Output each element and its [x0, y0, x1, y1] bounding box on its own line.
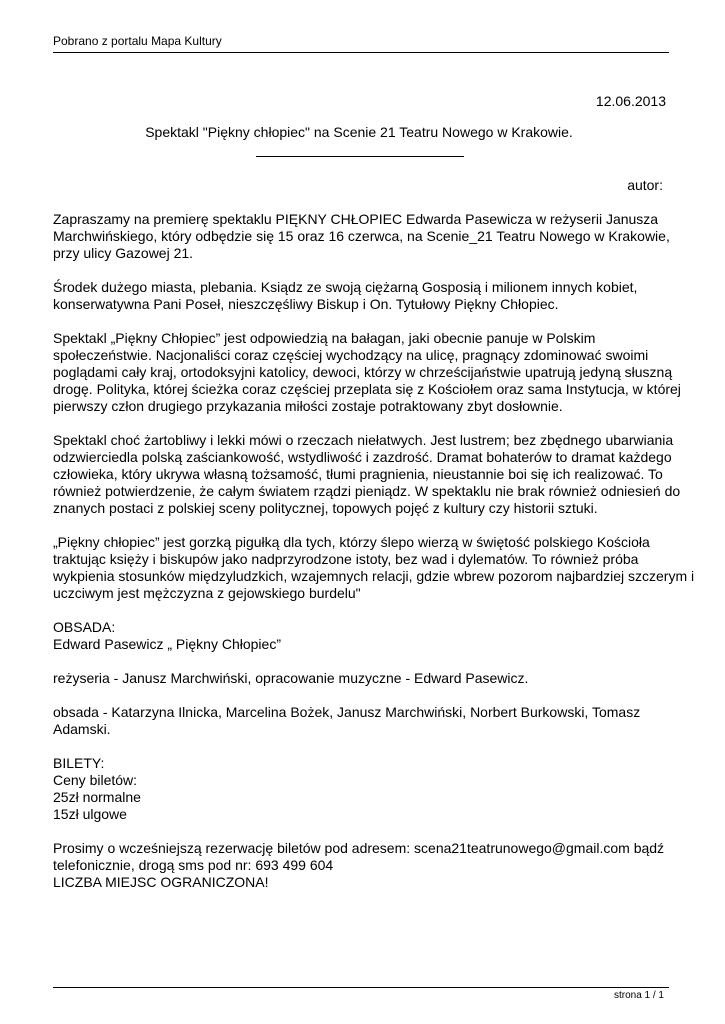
- text-line: wykpienia stosunków międzyludzkich, wzajemnych relacji, gdzie wbrew pozorom najbardziej szczerym i: [53, 568, 695, 584]
- paragraph-quote: [53, 534, 695, 602]
- text-line: Zapraszamy na premierę spektaklu PIĘKNY CHŁOPIEC Edwarda Pasewicza w reżyserii Janusza: [53, 211, 659, 227]
- paragraph-intro: [53, 211, 669, 262]
- text-line: Ceny biletów:: [53, 772, 138, 788]
- text-line: Spektakl choć żartobliwy i lekki mówi o rzeczach niełatwych. Jest lustrem; bez zbędnego ubarwiania: [53, 432, 674, 448]
- title-underline: [256, 156, 464, 157]
- text-line: telefonicznie, drogą sms pod nr: 693 499 604: [53, 857, 334, 873]
- author-label: autor:: [627, 177, 663, 193]
- article-title: Spektakl "Piękny chłopiec" na Scenie 21 Teatru Nowego w Krakowie.: [145, 124, 573, 140]
- text-line: 15zł ulgowe: [53, 806, 127, 822]
- text-line: 25zł normalne: [53, 789, 141, 805]
- text-line: społeczeństwie. Nacjonaliści coraz częściej wychodzący na ulicę, pragnący zdominować swoimi: [53, 347, 649, 363]
- paragraph-cast-list: [53, 704, 669, 738]
- text-line: Spektakl „Piękny Chłopiec” jest odpowiedzią na bałagan, jaki obecnie panuje w Polskim: [53, 330, 596, 346]
- text-line: Środek dużego miasta, plebania. Ksiądz ze swoją ciężarną Gosposią i milionem innych kobiet,: [53, 279, 638, 295]
- page-number: strona 1 / 1: [613, 990, 664, 1001]
- text-line: BILETY:: [53, 755, 105, 771]
- text-line: Prosimy o wcześniejszą rezerwację biletów pod adresem: scena21teatrunowego@gmail.com bądź: [53, 840, 665, 856]
- paragraph-reservation: [53, 840, 669, 891]
- text-line: reżyseria - Janusz Marchwiński, opracowanie muzyczne - Edward Pasewicz.: [53, 670, 529, 686]
- article-body: [53, 211, 695, 908]
- text-line: przy ulicy Gazowej 21.: [53, 245, 194, 261]
- paragraph-description: [53, 432, 681, 517]
- text-line: Adamski.: [53, 721, 111, 737]
- article-date: 12.06.2013: [595, 93, 666, 109]
- text-line: człowieka, który ukrywa własną tożsamość, tłumi pragnienia, nieustannie boi się ich realizować. To: [53, 466, 663, 482]
- footer-divider: [53, 987, 669, 988]
- text-line: obsada - Katarzyna Ilnicka, Marcelina Bożek, Janusz Marchwiński, Norbert Burkowski, Tomasz: [53, 704, 641, 720]
- paragraph-tickets: [53, 755, 669, 823]
- text-line: traktując księży i biskupów jako nadprzyrodzone istoty, bez wad i dylematów. To również próba: [53, 551, 639, 567]
- text-line: odzwierciedla polską zaściankowość, wstydliwość i zazdrość. Dramat bohaterów to dramat każdego: [53, 449, 672, 465]
- text-line: OBSADA:: [53, 619, 116, 635]
- text-line: Edward Pasewicz „ Piękny Chłopiec”: [53, 636, 281, 652]
- paragraph-setting: [53, 279, 669, 313]
- text-line: „Piękny chłopiec” jest gorzką pigułką dla tych, którzy ślepo wierzą w świętość polskiego Kościoła: [53, 534, 650, 550]
- text-line: znanych postaci z polskiej sceny politycznej, topowych pojęć z kultury czy historii sztuki.: [53, 500, 598, 516]
- text-line: drogę. Polityka, której ścieżka coraz częściej przeplata się z Kościołem oraz sama Instytucja, w której: [53, 381, 681, 397]
- text-line: LICZBA MIEJSC OGRANICZONA!: [53, 874, 269, 890]
- text-line: uczciwym jest mężczyzna z gejowskiego burdelu": [53, 585, 361, 601]
- text-line: konserwatywna Pani Poseł, nieszczęśliwy Biskup i On. Tytułowy Piękny Chłopiec.: [53, 296, 559, 312]
- text-line: pierwszy człon drugiego przykazania miłości zostaje potraktowany zbyt dosłownie.: [53, 398, 563, 414]
- text-line: poglądami cały kraj, ortodoksyjni katolicy, dewoci, którzy w chrześcijaństwie upatrują jedyną słuszną: [53, 364, 673, 380]
- paragraph-context: [53, 330, 681, 415]
- document-source-header: Pobrano z portalu Mapa Kultury: [53, 34, 222, 48]
- paragraph-direction: [53, 670, 669, 687]
- text-line: również potwierdzenie, że całym światem rządzi pieniądz. W spektaklu nie brak również odniesień do: [53, 483, 681, 499]
- header-divider: [53, 52, 669, 53]
- text-line: Marchwińskiego, który odbędzie się 15 oraz 16 czerwca, na Scenie_21 Teatru Nowego w Krakowie,: [53, 228, 670, 244]
- paragraph-cast-heading: [53, 619, 669, 653]
